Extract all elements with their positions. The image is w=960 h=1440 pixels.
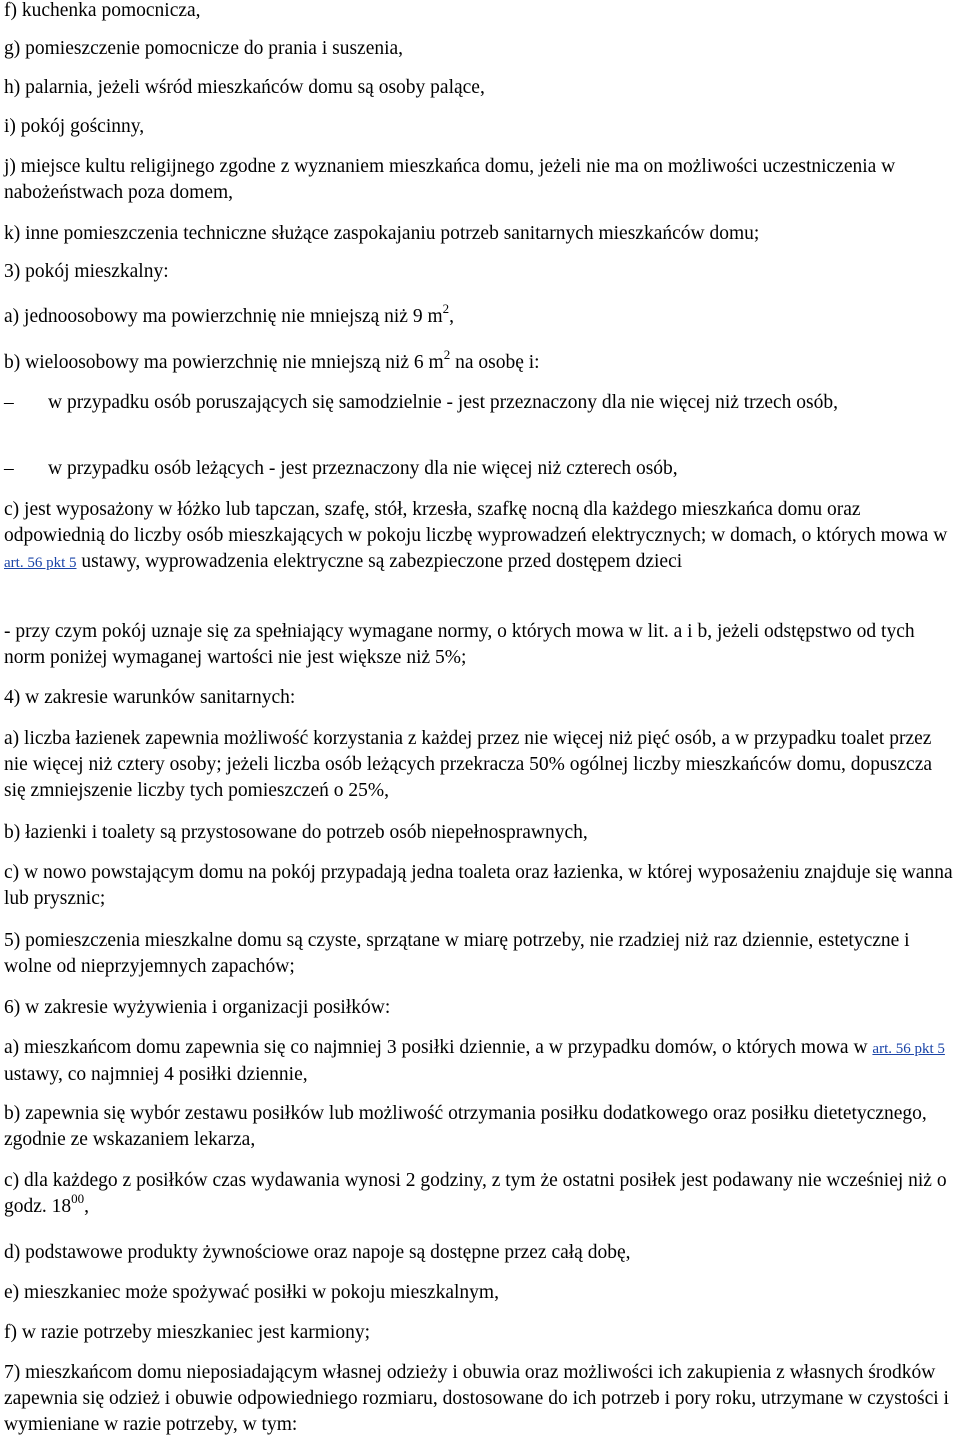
section-3-heading: 3) pokój mieszkalny: [4,261,169,282]
item-6e: e) mieszkaniec może spożywać posiłki w pokoju mieszkalnym, [4,1282,499,1303]
item-3a-text: a) jednoosobowy ma powierzchnię nie mniejszą niż 9 m [4,306,443,327]
item-3a [4,300,958,330]
item-3c [4,497,958,576]
section-7: 7) mieszkańcom domu nieposiadającym własnej odzieży i obuwia oraz możliwości ich zakupienia z własnych środków zapewnia się odzież i obuwie odpowiedniego rozmiaru, dostosowane do ich potrzeb i pory roku, utrzymane w czystości i wymieniane w razie potrzeby, w tym: [4,1362,949,1435]
item-i: i) pokój gościnny, [4,116,145,137]
item-3b [4,346,958,376]
superscript: 2 [442,300,450,316]
section-4-heading: 4) w zakresie warunków sanitarnych: [4,687,296,708]
item-3a-end: , [449,306,454,327]
item-3c-text: c) jest wyposażony w łóżko lub tapczan, szafę, stół, krzesła, szafkę nocną dla każdego mieszkańca domu oraz odpowiednią do liczby osób mieszkających w pokoju liczbę wyprowadzeń elektrycznych; w domach, o których mowa w [4,499,948,546]
superscript: 00 [71,1190,85,1206]
item-k: k) inne pomieszczenia techniczne służące zaspokajaniu potrzeb sanitarnych mieszkańców domu; [4,223,760,244]
item-4a: a) liczba łazienek zapewnia możliwość korzystania z każdej przez nie więcej niż pięć osób, a w przypadku toalet przez nie więcej niż cztery osoby; jeżeli liczba osób leżących przekracza 50% ogólnej liczby mieszkańców domu, dopuszcza się zmniejszenie liczby tych pomieszczeń o 25%, [4,728,933,801]
superscript: 2 [443,346,451,362]
item-6b: b) zapewnia się wybór zestawu posiłków lub możliwość otrzymania posiłku dodatkowego oraz posiłku dietetycznego, zgodnie ze wskazaniem lekarza, [4,1103,927,1150]
item-6c-text: c) dla każdego z posiłków czas wydawania wynosi 2 godziny, z tym że ostatni posiłek jest podawany nie wcześniej niż o godz. 18 [4,1170,947,1217]
item-4b: b) łazienki i toalety są przystosowane do potrzeb osób niepełnosprawnych, [4,822,588,843]
item-6a-end: ustawy, co najmniej 4 posiłki dziennie, [4,1064,308,1085]
section-5: 5) pomieszczenia mieszkalne domu są czyste, sprzątane w miarę potrzeby, nie rzadziej niż raz dziennie, estetyczne i wolne od nieprzyjemnych zapachów; [4,930,910,977]
item-6f: f) w razie potrzeby mieszkaniec jest karmiony; [4,1322,371,1343]
art-56-link[interactable]: art. 56 pkt 5 [4,555,77,571]
dash-item-2 [4,456,958,482]
section-3-note: - przy czym pokój uznaje się za spełniający wymagane normy, o których mowa w lit. a i b, jeżeli odstępstwo od tych norm poniżej wymaganej wartości nie jest większe niż 5%; [4,621,915,668]
item-f: f) kuchenka pomocnicza, [4,0,201,21]
dash-item-2-text: w przypadku osób leżących - jest przeznaczony dla nie więcej niż czterech osób, [48,458,678,479]
item-3b-text: b) wieloosobowy ma powierzchnię nie mniejszą niż 6 m [4,352,444,373]
dash-item-1-text: w przypadku osób poruszających się samodzielnie - jest przeznaczony dla nie więcej niż trzech osób, [48,392,838,413]
art-56-link[interactable]: art. 56 pkt 5 [872,1041,945,1057]
dash-mark: – [4,392,14,413]
item-6d: d) podstawowe produkty żywnościowe oraz napoje są dostępne przez całą dobę, [4,1242,631,1263]
item-3c-end: ustawy, wyprowadzenia elektryczne są zabezpieczone przed dostępem dzieci [76,551,683,572]
item-6c [4,1168,958,1220]
item-6a [4,1035,958,1088]
dash-item-1 [4,390,958,416]
dash-mark: – [4,458,14,479]
item-3b-end: na osobę i: [450,352,540,373]
item-h: h) palarnia, jeżeli wśród mieszkańców domu są osoby palące, [4,77,485,98]
item-6c-end: , [84,1196,90,1217]
item-4c: c) w nowo powstającym domu na pokój przypadają jedna toaleta oraz łazienka, w której wyposażeniu znajduje się wanna lub prysznic; [4,862,953,909]
section-6-heading: 6) w zakresie wyżywienia i organizacji posiłków: [4,997,391,1018]
item-g: g) pomieszczenie pomocnicze do prania i suszenia, [4,38,404,59]
item-j: j) miejsce kultu religijnego zgodne z wyznaniem mieszkańca domu, jeżeli nie ma on możliwości uczestniczenia w nabożeństwach poza domem, [4,156,896,203]
item-6a-text: a) mieszkańcom domu zapewnia się co najmniej 3 posiłki dziennie, a w przypadku domów, o których mowa w [4,1037,873,1058]
